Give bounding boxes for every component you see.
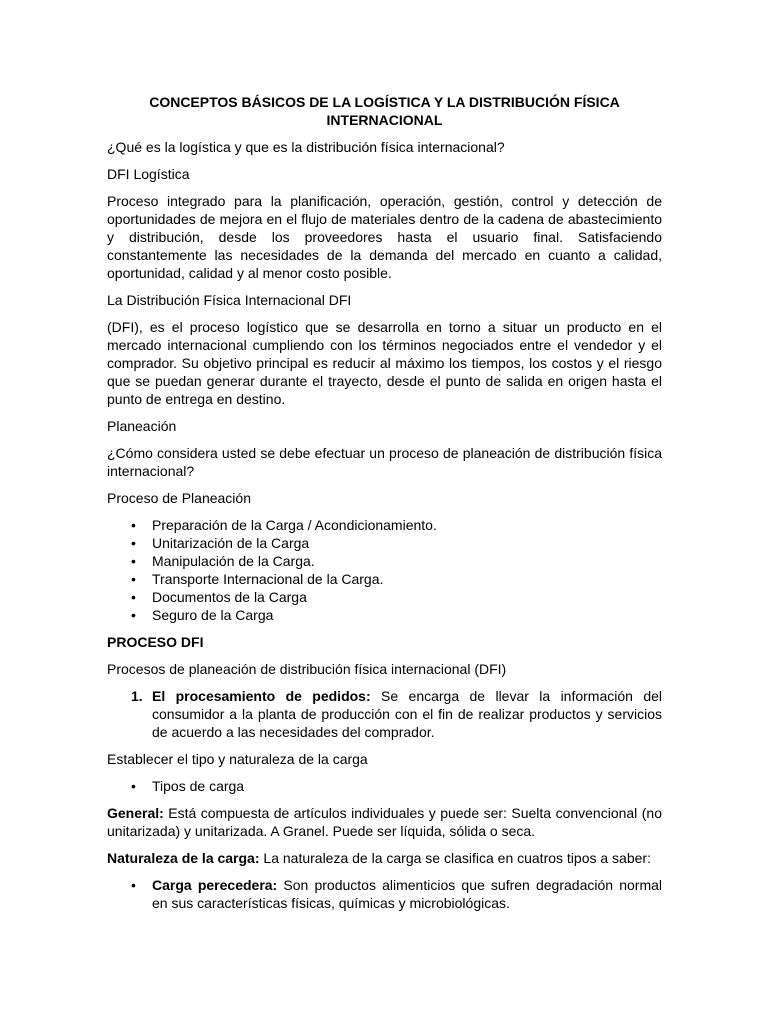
document-title: CONCEPTOS BÁSICOS DE LA LOGÍSTICA Y LA DISTRIBUCIÓN FÍSICA INTERNACIONAL: [149, 94, 620, 128]
list-item: • Documentos de la Carga: [152, 588, 662, 606]
list-item: • Unitarización de la Carga: [152, 534, 662, 552]
list-item: • Manipulación de la Carga.: [152, 552, 662, 570]
definition-naturaleza: La naturaleza de la carga se clasifica en cuatros tipos a saber:: [259, 850, 651, 866]
term-carga-perecedera: Carga perecedera:: [152, 877, 278, 893]
heading-planeacion: Planeación: [107, 418, 177, 434]
definition-general: Está compuesta de artículos individuales y puede ser: Suelta convencional (no unitarizada) y unitarizada. A Granel. Puede ser líquida, sólida o seca.: [107, 805, 662, 839]
document-body: [107, 93, 662, 921]
heading-proceso-planeacion: Proceso de Planeación: [107, 490, 251, 506]
list-item: • Transporte Internacional de la Carga.: [152, 570, 662, 588]
paragraph-logistica: Proceso integrado para la planificación, operación, gestión, control y detección de oportunidades de mejora en el flujo de materiales dentro de la cadena de abastecimiento y distribución, desde los proveedores hasta el usuario final. Satisfaciendo constantemente las necesidades de la demanda del mercado en cuanto a calidad, oportunidad, calidad y al menor costo posible.: [107, 193, 662, 281]
question-planeacion: ¿Cómo considera usted se debe efectuar un proceso de planeación de distribución física internacional?: [107, 445, 662, 479]
procesos-numbered-list: [107, 687, 662, 741]
list-item: • Preparación de la Carga / Acondicionamiento.: [152, 516, 662, 534]
heading-dfi: La Distribución Física Internacional DFI: [107, 292, 352, 308]
planeacion-bullet-list: [107, 516, 662, 624]
paragraph-establecer: Establecer el tipo y naturaleza de la carga: [107, 751, 368, 767]
term-general: General:: [107, 805, 164, 821]
heading-dfi-logistica: DFI Logística: [107, 166, 190, 182]
list-item: • Seguro de la Carga: [152, 606, 662, 624]
paragraph-dfi: (DFI), es el proceso logístico que se desarrolla en torno a situar un producto en el mercado internacional cumpliendo con los términos negociados entre el vendedor y el comprador. Su objetivo principal es reducir al máximo los tiempos, los costos y el riesgo que se puedan generar durante el trayecto, desde el punto de salida en origen hasta el punto de entrega en destino.: [107, 319, 662, 407]
list-item: [152, 876, 662, 912]
list-number: 1.: [131, 688, 143, 704]
numbered-list-item: [131, 687, 663, 741]
paragraph-naturaleza: [107, 849, 662, 867]
paragraph-general: [107, 804, 662, 840]
paragraph-procesos: Procesos de planeación de distribución física internacional (DFI): [107, 661, 507, 677]
term-naturaleza: Naturaleza de la carga:: [107, 850, 260, 866]
definition-procesamiento-pedidos: Se encarga de llevar la información del consumidor a la planta de producción con el fin de realizar productos y servicios de acuerdo a las necesidades del comprador.: [152, 688, 663, 740]
list-item: • Tipos de carga: [152, 777, 662, 795]
heading-proceso-dfi: PROCESO DFI: [107, 634, 204, 650]
definition-carga-perecedera: Son productos alimenticios que sufren degradación normal en sus características físicas, químicas y microbiológicas.: [152, 877, 663, 911]
term-procesamiento-pedidos: El procesamiento de pedidos:: [152, 688, 371, 704]
tipos-bullet-list: [107, 777, 662, 795]
question-logistica: ¿Qué es la logística y que es la distribución física internacional?: [107, 139, 505, 155]
naturaleza-bullet-list: [107, 876, 662, 912]
